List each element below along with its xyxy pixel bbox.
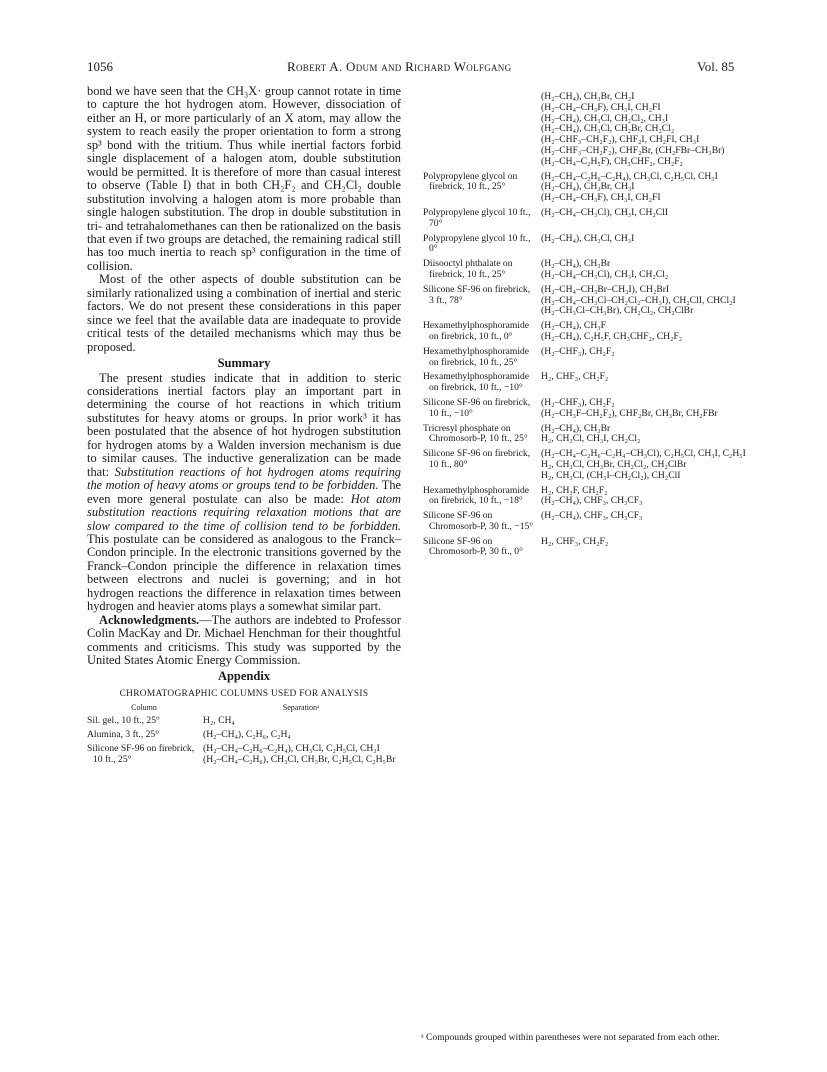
- table-row: [423, 511, 764, 535]
- table-row: [423, 398, 764, 422]
- column-cell: Silicone SF-96 on firebrick, 10 ft., 80°: [423, 448, 531, 470]
- table-row: [423, 424, 764, 448]
- separation-cell: (H₂–CH₄–CH₃Br–CH₃I), CH₂BrI (H₂–CH₄–CH₃Cl–CH₂Cl₂–CH₃I), CH₂ClI, CHCl₂I (H₂–CH₃Cl–CH₃Br), CH₂Cl₂, CH₂ClBr: [541, 283, 736, 317]
- column-cell: Hexamethylphosphoramide on firebrick, 10 ft., 25°: [423, 345, 530, 368]
- table-row: [423, 285, 764, 319]
- summary-heading: Summary: [217, 356, 271, 371]
- table-title: CHROMATOGRAPHIC COLUMNS USED FOR ANALYSIS: [119, 688, 369, 699]
- column-cell: Silicone SF-96 on Chromosorb-P, 30 ft., −15°: [423, 510, 534, 532]
- running-authors: Robert A. Odum and Richard Wolfgang: [287, 59, 512, 74]
- appendix-heading: Appendix: [217, 669, 271, 684]
- columns-table-right: [421, 90, 766, 562]
- separation-cell: (H₂–CH₄–C₂H₆–C₂H₄–CH₃Cl), C₂H₅Cl, CH₃I, C₂H₅I H₂, CH₃Cl, CH₃Br, CH₂Cl₂, CH₂ClBr H₂, CH₃Cl, (CH₃I–CH₂Cl₂), CH₂ClI: [541, 448, 746, 481]
- table-row: [87, 716, 401, 730]
- column-cell: Sil. gel., 10 ft., 25°: [87, 715, 160, 727]
- separation-cell: H₂, CH₃F, CH₂F₂ (H₂–CH₄), CHF₃, CH₃CF₃: [541, 484, 643, 507]
- table-row: [423, 208, 764, 232]
- table-row: [423, 92, 764, 170]
- columns-table-left: [87, 703, 401, 768]
- column-cell: Hexamethylphosphoramide on firebrick, 10 ft., −18°: [423, 484, 530, 507]
- separation-cell: (H₂–CHF₃), CH₂F₂: [541, 345, 615, 357]
- column-cell: Silicone SF-96 on Chromosorb-P, 30 ft., 0°: [423, 535, 523, 558]
- volume-label: Vol. 85: [697, 59, 735, 74]
- column-cell: Alumina, 3 ft., 25°: [87, 728, 160, 740]
- column-cell: Silicone SF-96 on firebrick, 3 ft., 78°: [423, 283, 531, 306]
- column-cell: Polypropylene glycol 10 ft., 0°: [423, 232, 531, 255]
- table-row: [423, 172, 764, 206]
- column-cell: Polypropylene glycol on firebrick, 10 ft., 25°: [423, 170, 518, 193]
- column-cell: Hexamethylphosphoramide on firebrick, 10 ft., 0°: [423, 320, 530, 342]
- body-paragraph: Most of the other aspects of double substitution can be similarly rationalized using a combination of inertial and steric factors. We do not present these considerations in this paper since we feel that the available data are inadequate to provide critical tests of the detailed mechanisms which may thus be proposed.: [87, 272, 401, 354]
- column-cell: Polypropylene glycol 10 ft., 70°: [423, 206, 531, 229]
- separation-cell: (H₂–CH₄–C₂H₆–C₂H₄), CH₃Cl, C₂H₅Cl, CH₃I (H₂–CH₄–C₂H₆), CH₃Cl, CH₃Br, C₂H₅Cl, C₂H₅Br: [203, 742, 396, 765]
- separation-cell: (H₂–CH₄), CH₃F (H₂–CH₄), C₂H₅F, CH₃CHF₂, CH₂F₂: [541, 320, 683, 342]
- table-row: [423, 486, 764, 510]
- separation-cell: (H₂–CH₄–C₂H₆–C₂H₄), CH₃Cl, C₂H₅Cl, CH₃I (H₂–CH₄), CH₃Br, CH₃I (H₂–CH₄–CH₃F), CH₃I, CH₂FI: [541, 170, 718, 204]
- table-row: [423, 537, 764, 561]
- separation-cell: H₂, CHF₃, CH₂F₂: [541, 371, 609, 383]
- table-row: [423, 347, 764, 371]
- table-row: [423, 372, 764, 396]
- separation-cell: (H₂–CH₄), CH₃Br, CH₂I (H₂–CH₄–CH₃F), CH₃I, CH₂FI (H₂–CH₄), CH₃Cl, CH₂Cl₂, CH₃I (H₂–CH₄), CH₃Cl, CH₂Br, CH₂Cl₂ (H₂–CHF₃–CH₂F₂), CHF₂I, CH₂FI, CH₃I (H₂–CHF₃–CH₂F₂), CHF₂Br, (CH₂FBr–CH₃Br) (H₂–CH₄–C₂H₅F), CH₃CHF₂, CH₂F₂: [541, 91, 725, 167]
- column-cell: Silicone SF-96 on firebrick, 10 ft., −10°: [423, 396, 531, 419]
- separation-cell: (H₂–CH₄), C₂H₆, C₂H₄: [203, 728, 291, 740]
- page-number: 1056: [87, 59, 113, 74]
- column-header: Column: [131, 703, 157, 713]
- table-row: [87, 744, 401, 769]
- column-cell: Tricresyl phosphate on Chromosorb-P, 10 ft., 25°: [423, 422, 528, 445]
- column-cell: Diisooctyl phthalate on firebrick, 10 ft., 25°: [423, 258, 513, 280]
- table-footnote: ᵃ Compounds grouped within parentheses were not separated from each other.: [421, 1032, 720, 1043]
- body-paragraph: bond we have seen that the CH₃X· group cannot rotate in time to capture the hot hydrogen atom. However, dissociation of either an H, or more particularly of an X atom, may allow the system to reach easily the proper orientation to form a strong sp³ bond with the tritium. Thus while inertial factors forbid single displacement of a halogen atom, double substitution would be permitted. It is therefore of more than casual interest to observe (Table I) that in both CH₂F₂ and CH₂Cl₂ double substitution involving a halogen atom is more probable than single halogen substitution. The drop in double substitution in tri- and tetrahalomethanes can then be rationalized on the basis that even if two groups are detached, the remaining radical still has too much inertia to reach sp³ configuration in the time of collision.: [87, 84, 401, 273]
- column-cell: Silicone SF-96 on firebrick, 10 ft., 25°: [87, 742, 195, 765]
- separation-cell: (H₂–CH₄), CHF₃, CH₃CF₃: [541, 510, 643, 522]
- separation-cell: (H₂–CH₄–CH₃Cl), CH₃I, CH₂ClI: [541, 206, 669, 218]
- table-row: [423, 234, 764, 258]
- column-cell: [423, 92, 535, 170]
- left-column: [87, 85, 401, 768]
- separation-cell: H₂, CH₄: [203, 715, 235, 727]
- separation-cell: (H₂–CH₄), CH₃Br H₂, CH₃Cl, CH₃I, CH₂Cl₂: [541, 422, 641, 445]
- column-cell: Hexamethylphosphoramide on firebrick, 10 ft., −10°: [423, 371, 530, 394]
- table-row: [423, 259, 764, 283]
- acknowledgments: Acknowledgments.—The authors are indebted to Professor Colin MacKay and Dr. Michael Henchman for their thoughtful comments and criticisms. This study was supported by the United States Atomic Energy Commission.: [87, 612, 401, 668]
- separation-cell: H₂, CHF₃, CH₂F₂: [541, 535, 609, 547]
- separation-cell: (H₂–CH₄), CH₃Br (H₂–CH₄–CH₃Cl), CH₃I, CH₂Cl₂: [541, 258, 669, 280]
- summary-paragraph: The present studies indicate that in addition to steric considerations inertial factors play an important part in determining the course of hot reactions in which tritium substitutes for heavy atoms or groups. In prior work³ it has been postulated that the absence of hot hydrogen substitution for hydrogen atoms by a Walden inversion mechanism is due to similar causes. The inductive generalization can be made that: Substitution reactions of hot hydrogen atoms requiring the motion of heavy atoms or groups tend to be forbidden. The even more general postulate can also be made: Hot atom substitution reactions requiring relaxation motions that are slow compared to the time of collision tend to be forbidden. This postulate can be considered as analogous to the Franck–Condon principle. In the electronic transitions governed by the Franck–Condon principle the difference in relaxation times between electrons and nuclei is governing; and in hot hydrogen reactions the difference in relaxation times between hydrogen and heavier atoms plays a somewhat similar part.: [87, 370, 402, 614]
- table-row: [423, 449, 764, 483]
- column-header: Separationᵃ: [282, 703, 320, 713]
- table-row: [423, 321, 764, 345]
- table-row: [87, 730, 401, 744]
- separation-cell: (H₂–CHF₃), CH₂F₂ (H₂–CH₃F–CH₂F₂), CHF₂Br, CH₃Br, CH₂FBr: [541, 396, 718, 419]
- separation-cell: (H₂–CH₄), CH₃Cl, CH₃I: [541, 232, 635, 244]
